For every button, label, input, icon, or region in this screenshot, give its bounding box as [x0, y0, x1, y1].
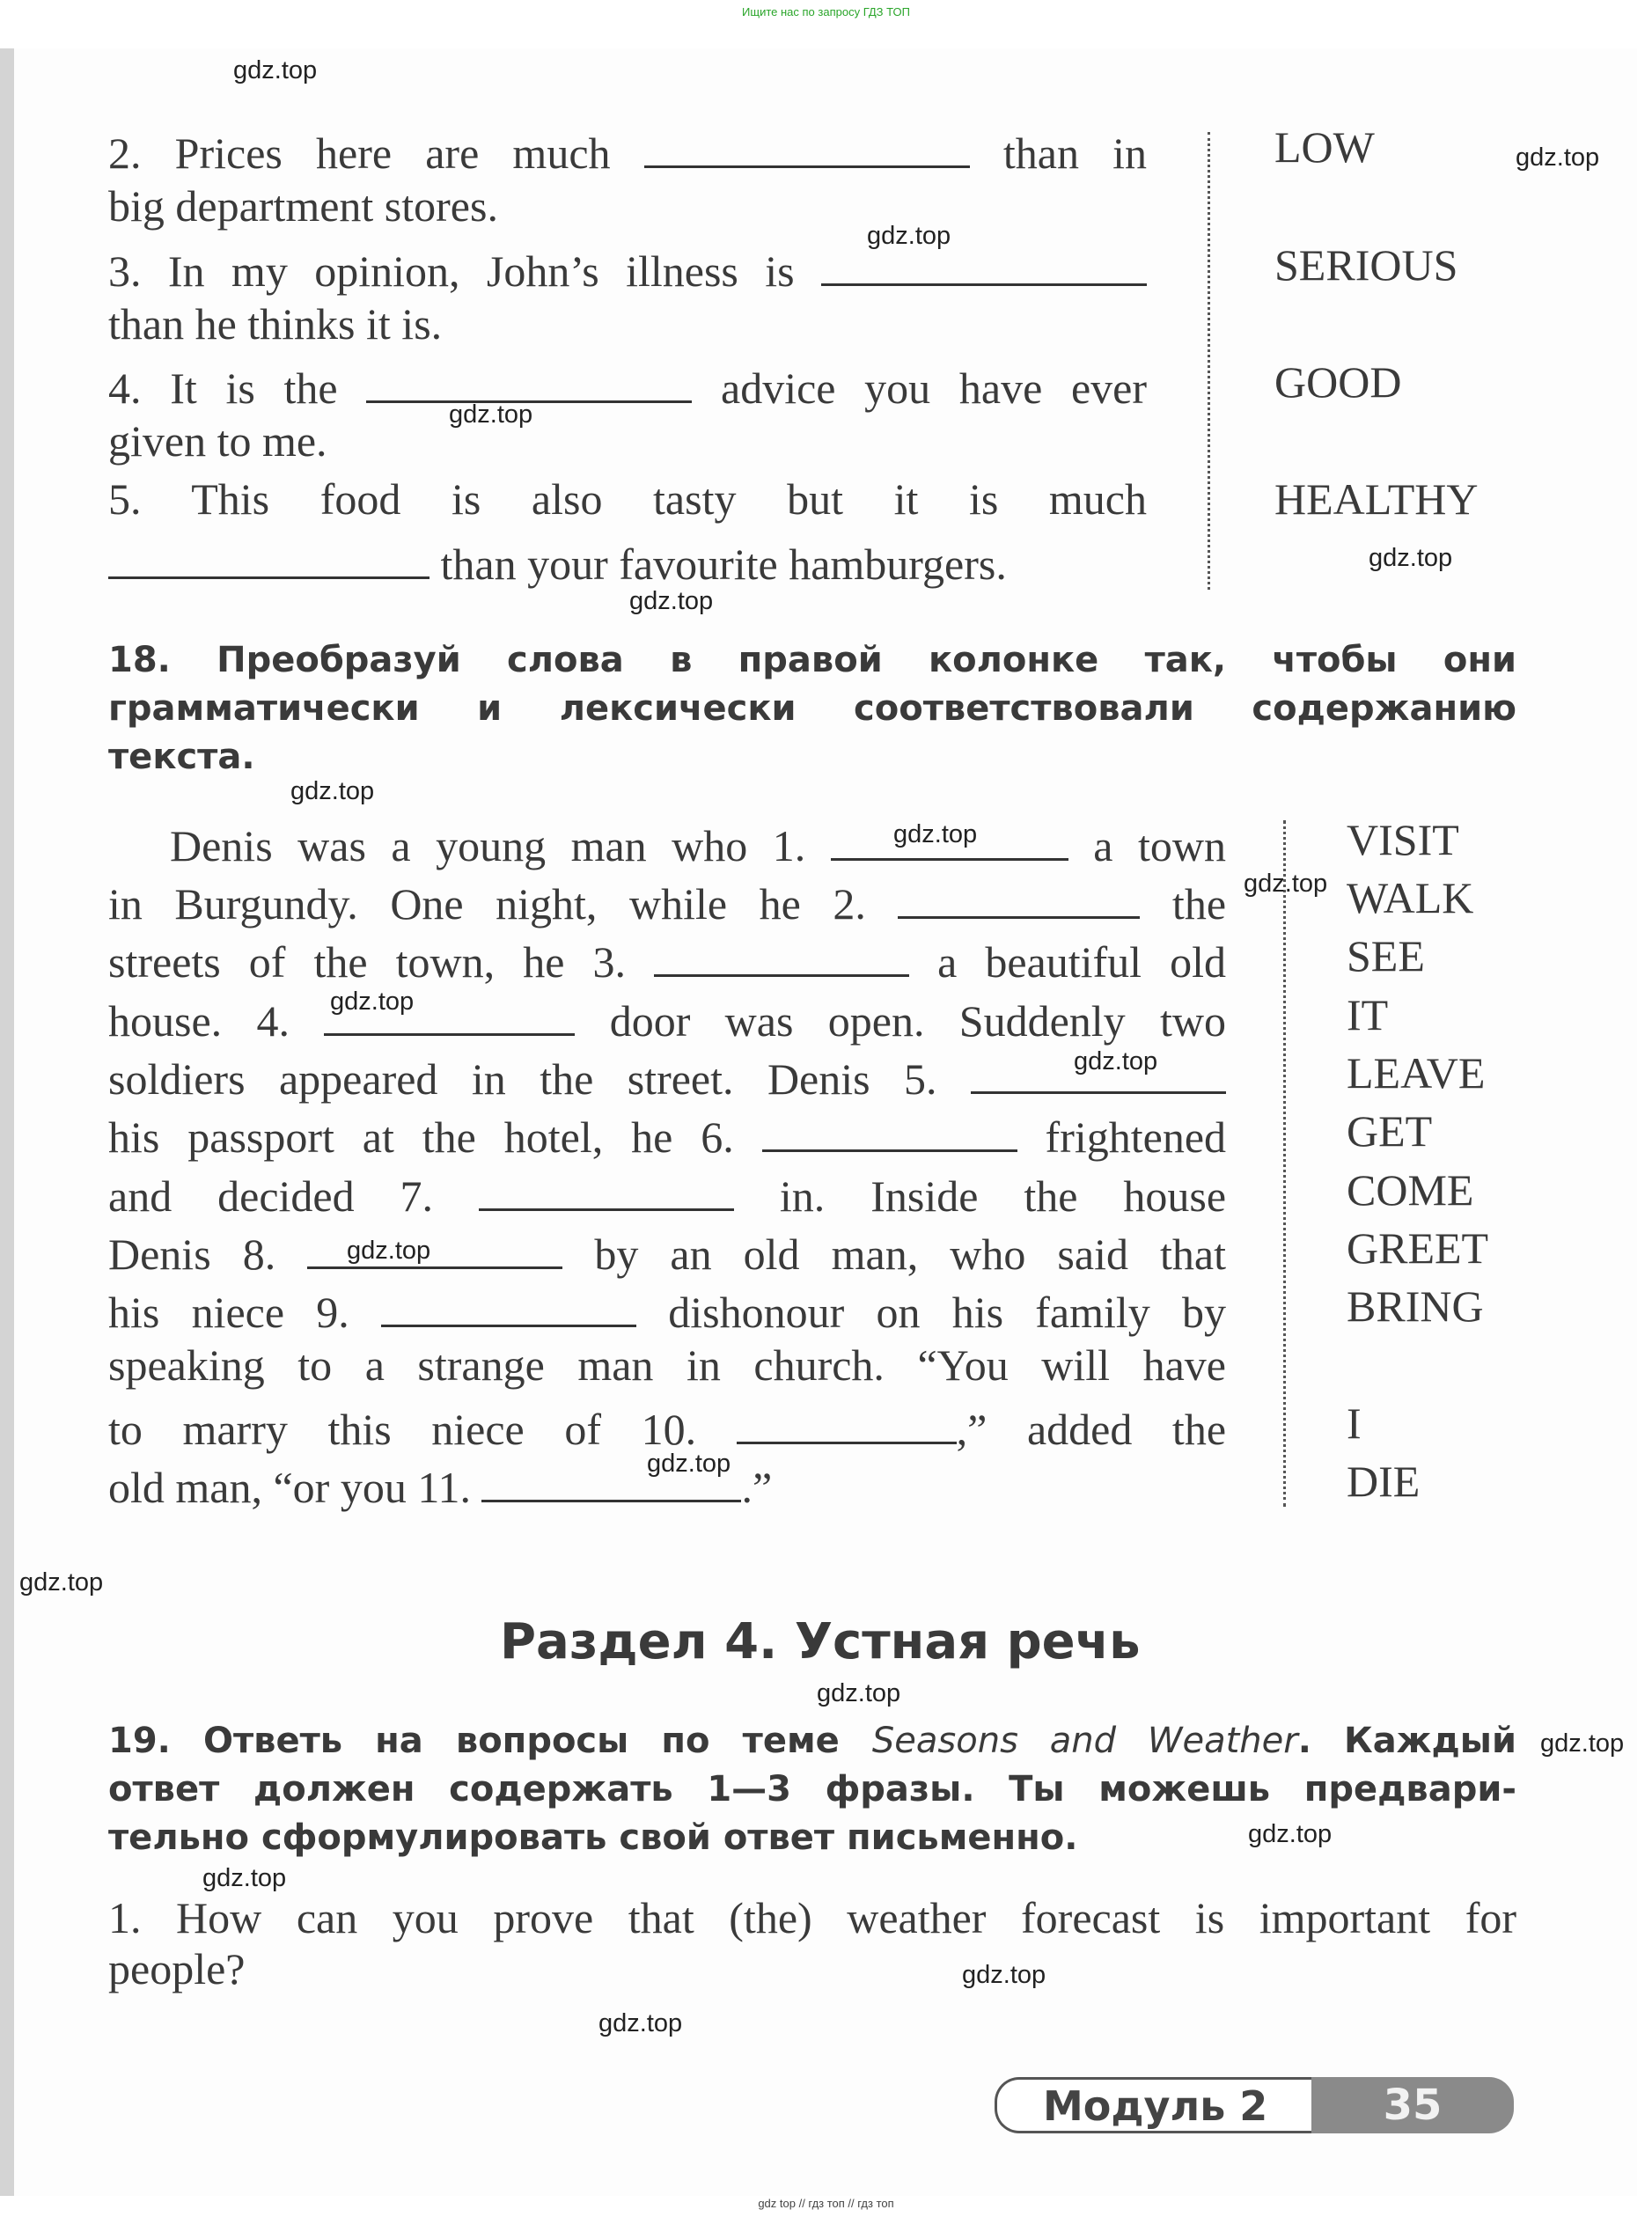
watermark: gdz.top	[1074, 1047, 1158, 1075]
watermark: gdz.top	[1369, 544, 1453, 572]
exercise-19-instruction-line-2: ответ должен содержать 1—3 фразы. Ты можешь предвари-	[108, 1769, 1516, 1810]
sentence-3-line-1: 3. In my opinion, John’s illness is	[108, 239, 1147, 297]
watermark: gdz.top	[1540, 1729, 1625, 1758]
answer-blank[interactable]	[762, 1105, 1017, 1152]
watermark: gdz.top	[330, 987, 415, 1016]
watermark: gdz.top	[962, 1961, 1046, 1989]
base-word: LEAVE	[1347, 1048, 1486, 1097]
watermark: gdz.top	[202, 1864, 287, 1892]
base-word: VISIT	[1347, 815, 1459, 864]
watermark: gdz.top	[647, 1450, 731, 1478]
answer-blank[interactable]	[108, 532, 430, 579]
watermark: gdz.top	[19, 1568, 104, 1597]
base-word: SERIOUS	[1274, 240, 1458, 290]
text-line-11: to marry this niece of 10. ,” added the	[108, 1398, 1226, 1455]
base-word: LOW	[1274, 122, 1375, 172]
watermark: gdz.top	[867, 222, 951, 250]
answer-blank[interactable]	[644, 121, 970, 168]
base-word: SEE	[1347, 931, 1425, 980]
answer-blank[interactable]	[381, 1281, 636, 1327]
text-line-2: in Burgundy. One night, while he 2. the	[108, 872, 1226, 929]
base-word: BRING	[1347, 1281, 1484, 1331]
sentence-2-line-2: big department stores.	[108, 181, 498, 231]
exercise-19-instruction-line-3: тельно сформулировать свой ответ письменно.	[108, 1817, 1078, 1858]
sentence-5-line-2: than your favourite hamburgers.	[108, 532, 1007, 590]
page-footer	[995, 2077, 1514, 2137]
watermark: gdz.top	[598, 2009, 683, 2037]
exercise-19-instruction-line-1: 19. Ответь на вопросы по теме Seasons and Weather. Каждый	[108, 1721, 1516, 1761]
sentence-5-line-1: 5. This food is also tasty but it is much	[108, 474, 1147, 524]
base-word: I	[1347, 1398, 1362, 1448]
answer-blank[interactable]	[654, 930, 909, 977]
watermark: gdz.top	[1244, 870, 1328, 898]
column-divider	[1208, 132, 1210, 590]
text-line-3: streets of the town, he 3. a beautiful old	[108, 930, 1226, 987]
watermark: gdz.top	[449, 400, 533, 429]
watermark: gdz.top	[233, 56, 318, 84]
text-line-10: speaking to a strange man in church. “You will have	[108, 1340, 1226, 1390]
watermark: gdz.top	[1516, 143, 1600, 172]
text-line-1: Denis was a young man who 1. a town	[108, 814, 1226, 871]
page-number: 35	[1311, 2077, 1514, 2133]
watermark: gdz.top	[817, 1679, 901, 1707]
question-1-line-1: 1. How can you prove that (the) weather forecast is important for	[108, 1893, 1516, 1942]
text-line-4: house. 4. door was open. Suddenly two	[108, 989, 1226, 1046]
text-line-8: Denis 8. by an old man, who said that	[108, 1222, 1226, 1280]
exercise-18-instruction-line-1: 18. Преобразуй слова в правой колонке так, чтобы они	[108, 640, 1516, 680]
answer-blank[interactable]	[307, 1222, 562, 1269]
column-divider	[1283, 820, 1286, 1507]
answer-blank[interactable]	[366, 356, 692, 403]
base-word: COME	[1347, 1165, 1474, 1215]
base-word: IT	[1347, 990, 1389, 1039]
text-line-7: and decided 7. in. Inside the house	[108, 1164, 1226, 1222]
watermark: gdz.top	[629, 587, 714, 615]
base-word: GET	[1347, 1106, 1433, 1156]
answer-blank[interactable]	[737, 1398, 957, 1444]
module-label: Модуль 2	[995, 2077, 1329, 2133]
exercise-18-instruction-line-3: текста.	[108, 737, 255, 777]
base-word: HEALTHY	[1274, 474, 1479, 524]
watermark: gdz.top	[347, 1237, 431, 1265]
section-title: Раздел 4. Устная речь	[500, 1613, 1141, 1670]
text-line-6: his passport at the hotel, he 6. frightened	[108, 1105, 1226, 1163]
answer-blank[interactable]	[479, 1164, 734, 1211]
sentence-2-line-1: 2. Prices here are much than in	[108, 121, 1147, 179]
base-word: GOOD	[1274, 357, 1402, 407]
top-banner-text: Ищите нас по запросу ГДЗ ТОП	[742, 5, 910, 18]
base-word: WALK	[1347, 873, 1474, 922]
text-line-12: old man, “or you 11. .”	[108, 1456, 772, 1513]
base-word: GREET	[1347, 1223, 1489, 1273]
base-word: DIE	[1347, 1457, 1421, 1506]
exercise-18-instruction-line-2: грамматически и лексически соответствовали содержанию	[108, 688, 1516, 729]
question-1-line-2: people?	[108, 1944, 246, 1993]
answer-blank[interactable]	[898, 872, 1140, 919]
watermark: gdz.top	[1248, 1820, 1333, 1848]
watermark: gdz.top	[893, 820, 978, 848]
sentence-4-line-2: given to me.	[108, 416, 327, 466]
sentence-3-line-2: than he thinks it is.	[108, 299, 443, 349]
sentence-4-line-1: 4. It is the advice you have ever	[108, 356, 1147, 414]
bottom-banner-text: gdz top // гдз топ // гдз топ	[758, 2197, 894, 2210]
text-line-5: soldiers appeared in the street. Denis 5.	[108, 1047, 1226, 1105]
watermark: gdz.top	[290, 777, 375, 805]
text-line-9: his niece 9. dishonour on his family by	[108, 1281, 1226, 1338]
